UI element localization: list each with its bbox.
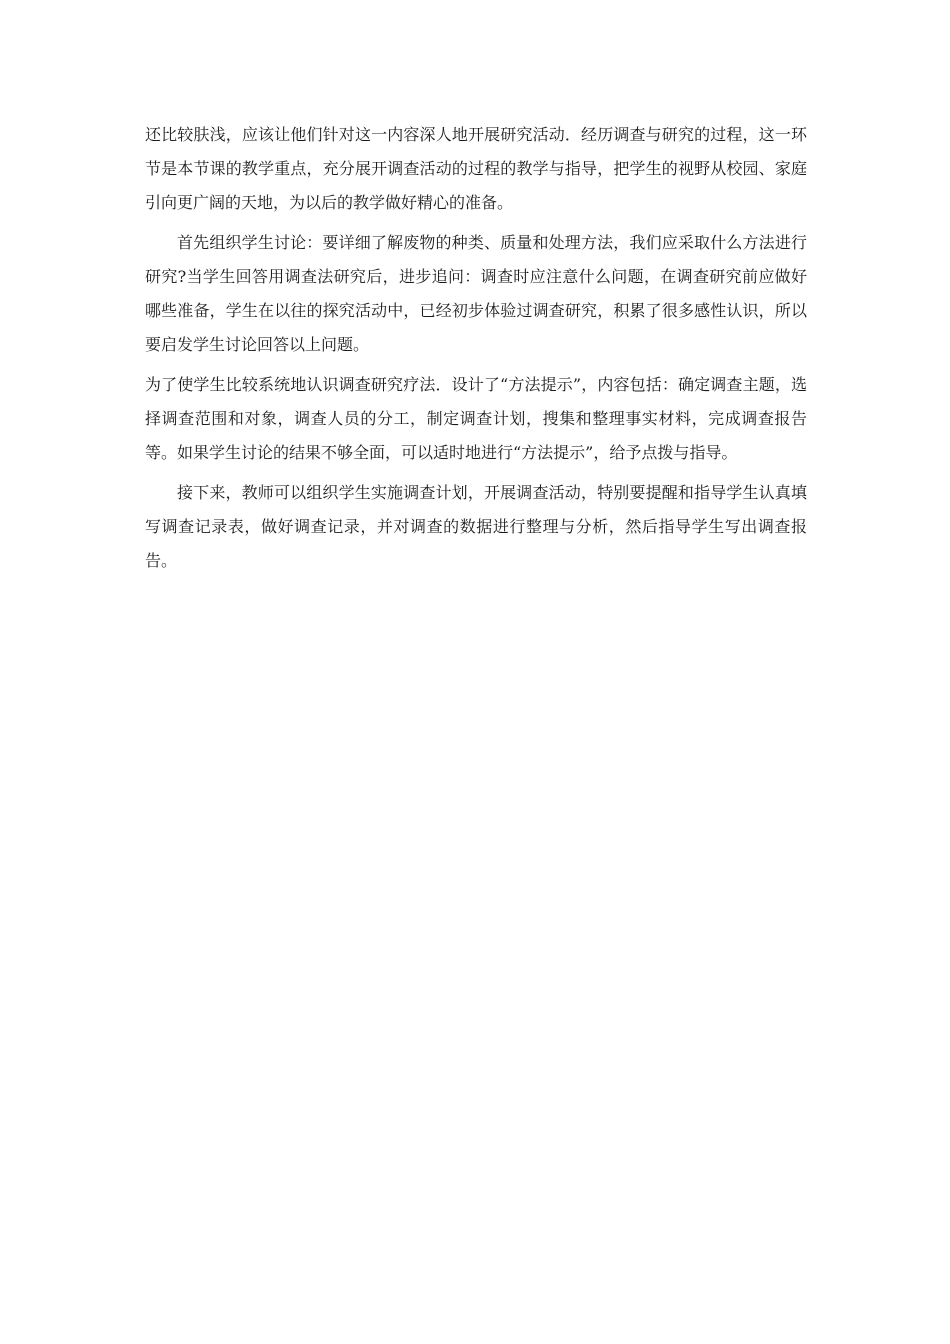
paragraph-1: 还比较肤浅，应该让他们针对这一内容深人地开展研究活动．经历调查与研究的过程，这一环节是本节课的教学重点，充分展开调查活动的过程的教学与指导，把学生的视野从校园、家庭引向更广阔的天地，为以后的教学做好精心的准备。 (145, 125, 807, 212)
paragraph-4: 接下来，教师可以组织学生实施调查计划，开展调查活动，特别要提醒和指导学生认真填写调查记录表，做好调查记录，并对调查的数据进行整理与分析，然后指导学生写出调查报告。 (145, 483, 807, 570)
paragraph-2: 首先组织学生讨论：要详细了解废物的种类、质量和处理方法，我们应采取什么方法进行研究?当学生回答用调查法研究后，进步追问：调查时应注意什么问题，在调查研究前应做好哪些准备，学生在以往的探究活动中，已经初步体验过调查研究，积累了很多感性认识，所以要启发学生讨论回答以上问题。 (145, 233, 807, 354)
document-body (145, 118, 807, 584)
paragraph-3: 为了使学生比较系统地认识调查研究疗法．设计了“方法提示”，内容包括：确定调查主题，选择调查范围和对象，调查人员的分工，制定调查计划，搜集和整理事实材料，完成调查报告等。如果学生讨论的结果不够全面，可以适时地进行“方法提示”，给予点拨与指导。 (145, 375, 807, 462)
